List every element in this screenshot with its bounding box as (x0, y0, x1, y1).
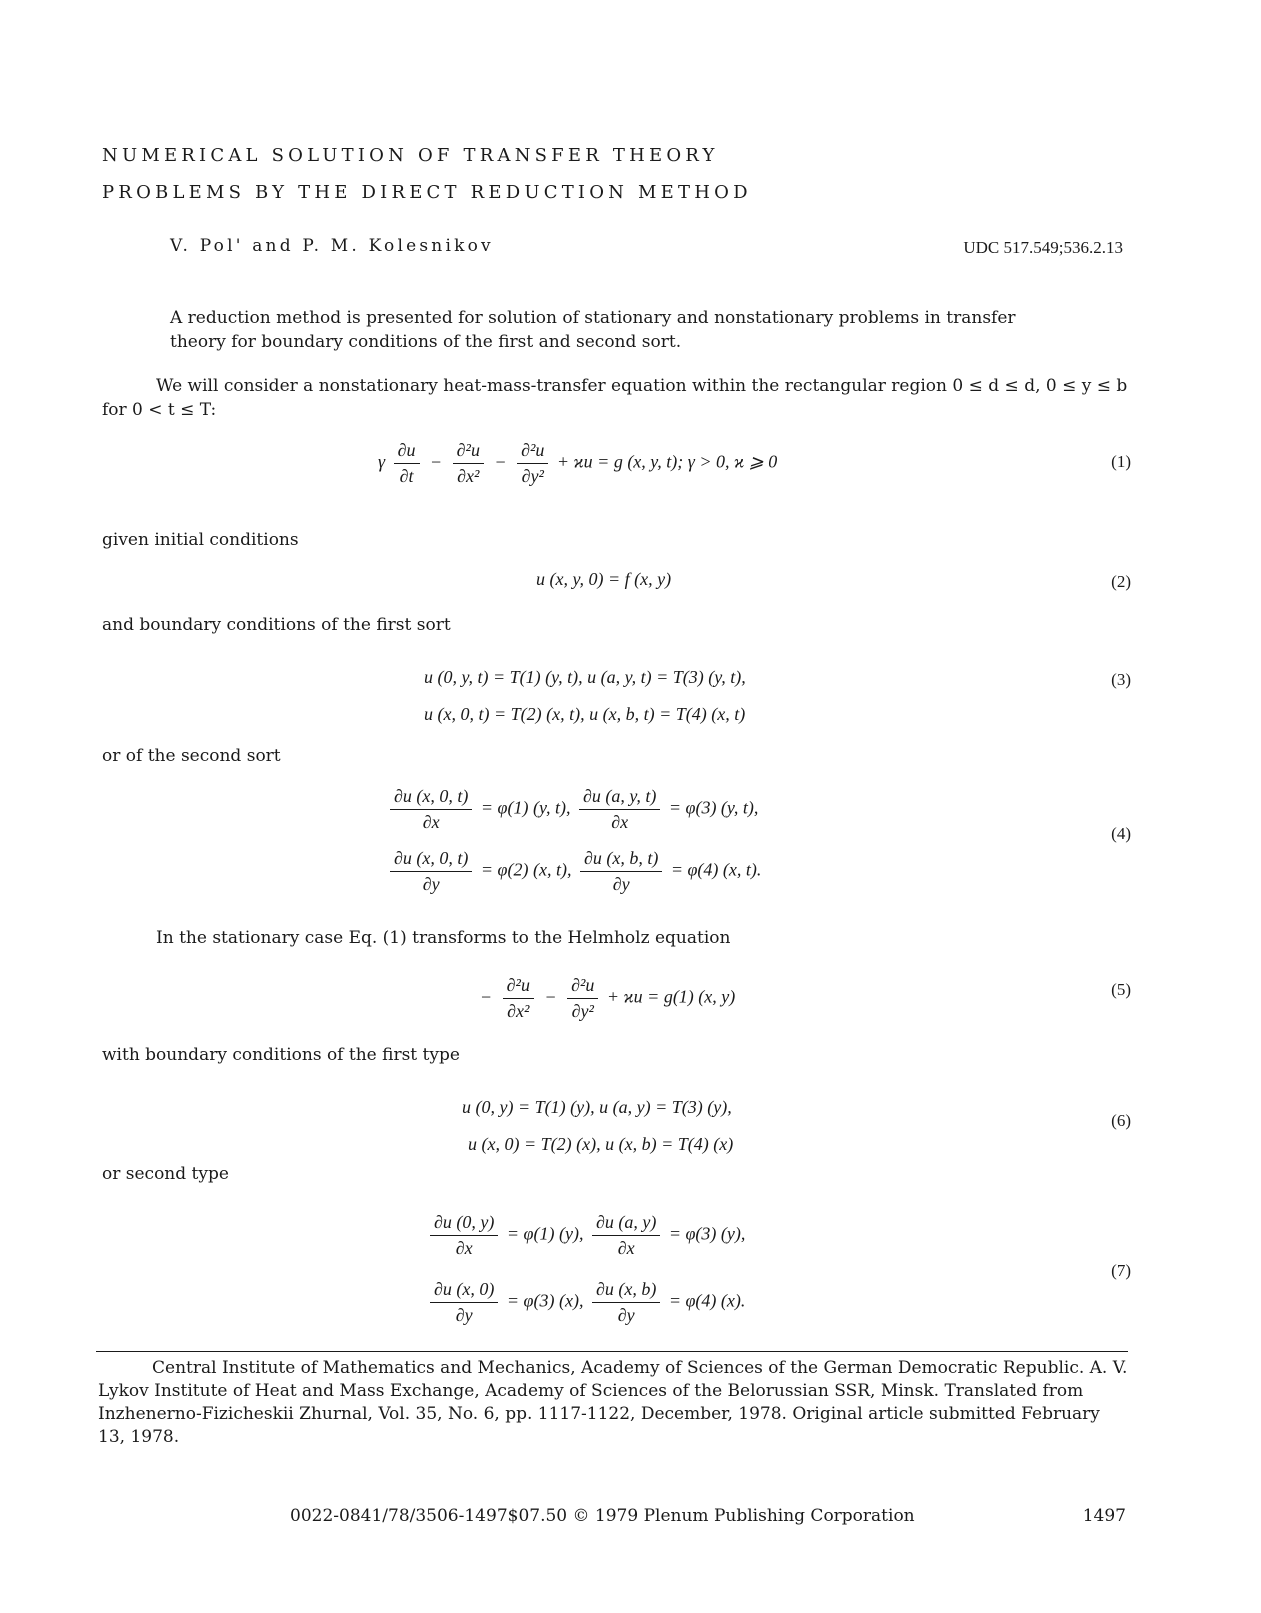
equation-2: u (x, y, 0) = f (x, y) (536, 569, 672, 589)
eq4-frac-2-den: ∂x (611, 812, 629, 832)
equation-3-line-2: u (x, 0, t) = T(2) (x, t), u (x, b, t) = T(4) (x, t) (424, 704, 746, 724)
eq1-frac-dy2-num: ∂²u (517, 440, 548, 464)
equation-4-line-2 (386, 848, 761, 895)
eq7-frac-3-num: ∂u (x, 0) (430, 1279, 498, 1303)
eq7-frac-2 (592, 1212, 660, 1259)
eq7-rhs-1: = φ(1) (y), (506, 1223, 584, 1244)
eq5-minus-2: − (545, 986, 556, 1007)
eq1-frac-dy2-den: ∂y² (521, 466, 544, 486)
eq1-frac-dx2-num: ∂²u (453, 440, 484, 464)
equation-7-line-2 (426, 1279, 745, 1326)
equation-number-3: (3) (1111, 670, 1131, 689)
eq7-frac-1-den: ∂x (455, 1238, 473, 1258)
eq5-minus-1: − (481, 986, 492, 1007)
eq1-frac-dt-num: ∂u (394, 440, 420, 464)
equation-6-line-1: u (0, y) = T(1) (y), u (a, y) = T(3) (y), (462, 1097, 732, 1117)
eq7-rhs-4: = φ(4) (x). (668, 1290, 746, 1311)
label-first-sort: and boundary conditions of the first sort (102, 615, 451, 635)
equation-number-7: (7) (1111, 1261, 1131, 1280)
label-second-type: or second type (102, 1164, 229, 1184)
equation-number-6: (6) (1111, 1111, 1131, 1130)
eq4-frac-2-num: ∂u (a, y, t) (579, 786, 660, 810)
authors: V. Pol' and P. M. Kolesnikov (170, 236, 494, 256)
udc-code: UDC 517.549;536.2.13 (963, 238, 1123, 257)
eq4-frac-2 (579, 786, 660, 833)
eq4-rhs-1: = φ(1) (y, t), (480, 797, 571, 818)
eq4-rhs-4: = φ(4) (x, t). (670, 859, 762, 880)
eq4-frac-3-num: ∂u (x, 0, t) (390, 848, 472, 872)
eq5-rest: + ϰu = g(1) (x, y) (606, 986, 736, 1007)
equation-4-line-1 (386, 786, 758, 833)
equation-number-4: (4) (1111, 824, 1131, 843)
eq7-frac-4 (592, 1279, 660, 1326)
eq5-frac-dx2-num: ∂²u (503, 975, 534, 999)
label-first-type: with boundary conditions of the first type (102, 1045, 460, 1065)
eq1-minus-2: − (495, 451, 506, 472)
label-initial-conditions: given initial conditions (102, 530, 299, 550)
eq7-frac-4-den: ∂y (617, 1305, 635, 1325)
equation-number-5: (5) (1111, 980, 1131, 999)
equation-5 (478, 975, 735, 1022)
eq7-rhs-3: = φ(3) (x), (506, 1290, 584, 1311)
eq7-frac-1 (430, 1212, 498, 1259)
eq7-frac-3 (430, 1279, 498, 1326)
eq5-frac-dy2 (567, 975, 598, 1022)
equation-6-line-2: u (x, 0) = T(2) (x), u (x, b) = T(4) (x) (468, 1134, 734, 1154)
eq4-frac-3-den: ∂y (422, 874, 440, 894)
copyright-line: 0022-0841/78/3506-1497$07.50 © 1979 Plenum Publishing Corporation (290, 1506, 915, 1526)
title-line-2: PROBLEMS BY THE DIRECT REDUCTION METHOD (102, 182, 752, 203)
eq4-frac-1 (390, 786, 472, 833)
footnote: Central Institute of Mathematics and Mechanics, Academy of Sciences of the German Democratic Republic. A. V. Lykov Institute of Heat and Mass Exchange, Academy of Sciences of the Belorussian SSR, Minsk. Translated from Inzhenerno-Fizicheskii Zhurnal, Vol. 35, No. 6, pp. 1117-1122, December, 1978. Original article submitted February 13, 1978. (98, 1358, 1128, 1447)
eq4-rhs-2: = φ(3) (y, t), (668, 797, 759, 818)
eq4-frac-4-num: ∂u (x, b, t) (580, 848, 662, 872)
eq1-frac-dx2-den: ∂x² (457, 466, 480, 486)
eq7-frac-4-num: ∂u (x, b) (592, 1279, 660, 1303)
equation-number-2: (2) (1111, 572, 1131, 591)
eq1-frac-dy2 (517, 440, 548, 487)
footnote-divider (96, 1351, 1128, 1352)
equation-7-line-1 (426, 1212, 745, 1259)
eq4-frac-3 (390, 848, 472, 895)
eq5-frac-dx2 (503, 975, 534, 1022)
eq4-frac-4-den: ∂y (612, 874, 630, 894)
title-line-1: NUMERICAL SOLUTION OF TRANSFER THEORY (102, 145, 719, 166)
label-stationary-case: In the stationary case Eq. (1) transforms to the Helmholz equation (156, 928, 731, 948)
equation-1 (378, 440, 777, 487)
eq1-gamma: γ (378, 451, 386, 472)
eq4-frac-1-num: ∂u (x, 0, t) (390, 786, 472, 810)
abstract: A reduction method is presented for solution of stationary and nonstationary problems in transfer theory for boundary conditions of the first and second sort. (170, 308, 1016, 352)
eq4-frac-1-den: ∂x (422, 812, 440, 832)
equation-3-line-1: u (0, y, t) = T(1) (y, t), u (a, y, t) = T(3) (y, t), (424, 667, 746, 687)
eq4-frac-4 (580, 848, 662, 895)
eq1-frac-dt (394, 440, 420, 487)
eq7-frac-3-den: ∂y (455, 1305, 473, 1325)
eq4-rhs-3: = φ(2) (x, t), (480, 859, 572, 880)
eq7-frac-2-num: ∂u (a, y) (592, 1212, 660, 1236)
equation-number-1: (1) (1111, 452, 1131, 471)
eq1-minus-1: − (431, 451, 442, 472)
eq1-frac-dt-den: ∂t (399, 466, 414, 486)
label-second-sort: or of the second sort (102, 746, 281, 766)
eq5-frac-dx2-den: ∂x² (507, 1001, 530, 1021)
eq5-frac-dy2-num: ∂²u (567, 975, 598, 999)
eq7-frac-1-num: ∂u (0, y) (430, 1212, 498, 1236)
eq5-frac-dy2-den: ∂y² (571, 1001, 594, 1021)
intro-paragraph: We will consider a nonstationary heat-mass-transfer equation within the rectangular region 0 ≤ d ≤ d, 0 ≤ y ≤ b for 0 < t ≤ T: (102, 376, 1128, 420)
eq7-rhs-2: = φ(3) (y), (668, 1223, 746, 1244)
page-number: 1497 (1082, 1506, 1126, 1526)
eq1-rest: + ϰu = g (x, y, t); γ > 0, ϰ ⩾ 0 (556, 451, 778, 472)
eq7-frac-2-den: ∂x (617, 1238, 635, 1258)
eq1-frac-dx2 (453, 440, 484, 487)
